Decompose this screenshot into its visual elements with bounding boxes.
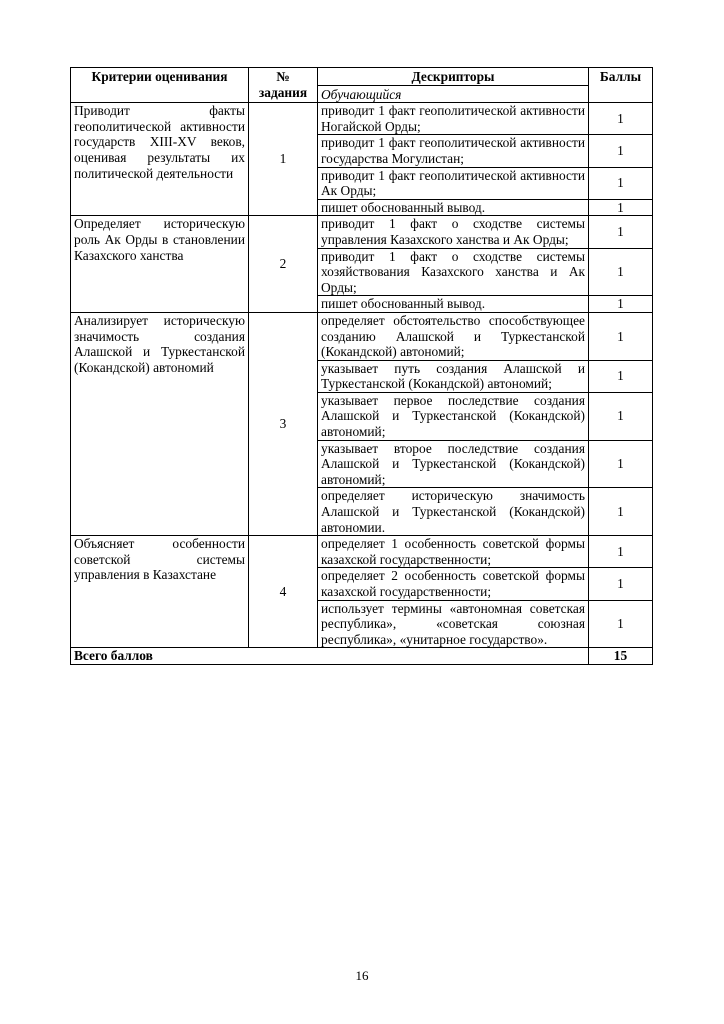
descriptor-cell: приводит 1 факт геополитической активности государства Могулистан;	[318, 135, 589, 167]
points-cell: 1	[589, 536, 653, 568]
table-row	[71, 312, 653, 360]
table-row	[71, 536, 653, 568]
total-label: Всего баллов	[71, 648, 589, 665]
points-cell: 1	[589, 440, 653, 488]
points-cell: 1	[589, 392, 653, 440]
points-cell: 1	[589, 600, 653, 648]
table-body	[71, 103, 653, 648]
criterion-cell: Объясняет особенности советской системы управления в Казахстане	[71, 536, 249, 648]
descriptor-cell: указывает путь создания Алашской и Туркестанской (Кокандской) автономий;	[318, 360, 589, 392]
points-cell: 1	[589, 568, 653, 600]
descriptor-cell: указывает первое последствие создания Алашской и Туркестанской (Кокандской) автономий;	[318, 392, 589, 440]
points-cell: 1	[589, 103, 653, 135]
task-number-cell: 1	[249, 103, 318, 216]
points-cell: 1	[589, 296, 653, 313]
header-points: Баллы	[589, 68, 653, 103]
table-row	[71, 103, 653, 135]
descriptor-cell: приводит 1 факт геополитической активности Ногайской Орды;	[318, 103, 589, 135]
points-cell: 1	[589, 135, 653, 167]
total-row	[71, 648, 653, 665]
points-cell: 1	[589, 216, 653, 248]
criterion-cell: Анализирует историческую значимость создания Алашской и Туркестанской (Кокандской) автономий	[71, 312, 249, 535]
table-row	[71, 216, 653, 248]
points-cell: 1	[589, 199, 653, 216]
descriptor-cell: приводит 1 факт о сходстве системы хозяйствования Казахского ханства и Ак Орды;	[318, 248, 589, 296]
descriptor-cell: использует термины «автономная советская республика», «советская союзная республика», «унитарное государство».	[318, 600, 589, 648]
descriptor-cell: пишет обоснованный вывод.	[318, 296, 589, 313]
header-row	[71, 68, 653, 86]
header-descriptors: Дескрипторы	[318, 68, 589, 86]
page-number: 16	[355, 968, 369, 983]
descriptor-cell: определяет 2 особенность советской формы казахской государственности;	[318, 568, 589, 600]
descriptor-cell: определяет историческую значимость Алашской и Туркестанской (Кокандской) автономии.	[318, 488, 589, 536]
points-cell: 1	[589, 360, 653, 392]
criterion-cell: Приводит факты геополитической активности государств XIII-XV веков, оценивая результаты их политической деятельности	[71, 103, 249, 216]
descriptor-cell: пишет обоснованный вывод.	[318, 199, 589, 216]
points-cell: 1	[589, 488, 653, 536]
assessment-table	[70, 67, 653, 665]
task-number-cell: 4	[249, 536, 318, 648]
descriptor-cell: определяет обстоятельство способствующее созданию Алашской и Туркестанской (Кокандской) автономий;	[318, 312, 589, 360]
descriptor-cell: приводит 1 факт геополитической активности Ак Орды;	[318, 167, 589, 199]
header-criteria: Критерии оценивания	[71, 68, 249, 103]
criterion-cell: Определяет историческую роль Ак Орды в становлении Казахского ханства	[71, 216, 249, 313]
points-cell: 1	[589, 312, 653, 360]
task-number-cell: 3	[249, 312, 318, 535]
descriptor-cell: определяет 1 особенность советской формы казахской государственности;	[318, 536, 589, 568]
points-cell: 1	[589, 167, 653, 199]
descriptor-cell: приводит 1 факт о сходстве системы управления Казахского ханства и Ак Орды;	[318, 216, 589, 248]
header-task-number: № задания	[249, 68, 318, 103]
descriptor-cell: указывает второе последствие создания Алашской и Туркестанской (Кокандской) автономий;	[318, 440, 589, 488]
task-number-cell: 2	[249, 216, 318, 313]
total-value: 15	[589, 648, 653, 665]
points-cell: 1	[589, 248, 653, 296]
header-learner: Обучающийся	[318, 85, 589, 103]
